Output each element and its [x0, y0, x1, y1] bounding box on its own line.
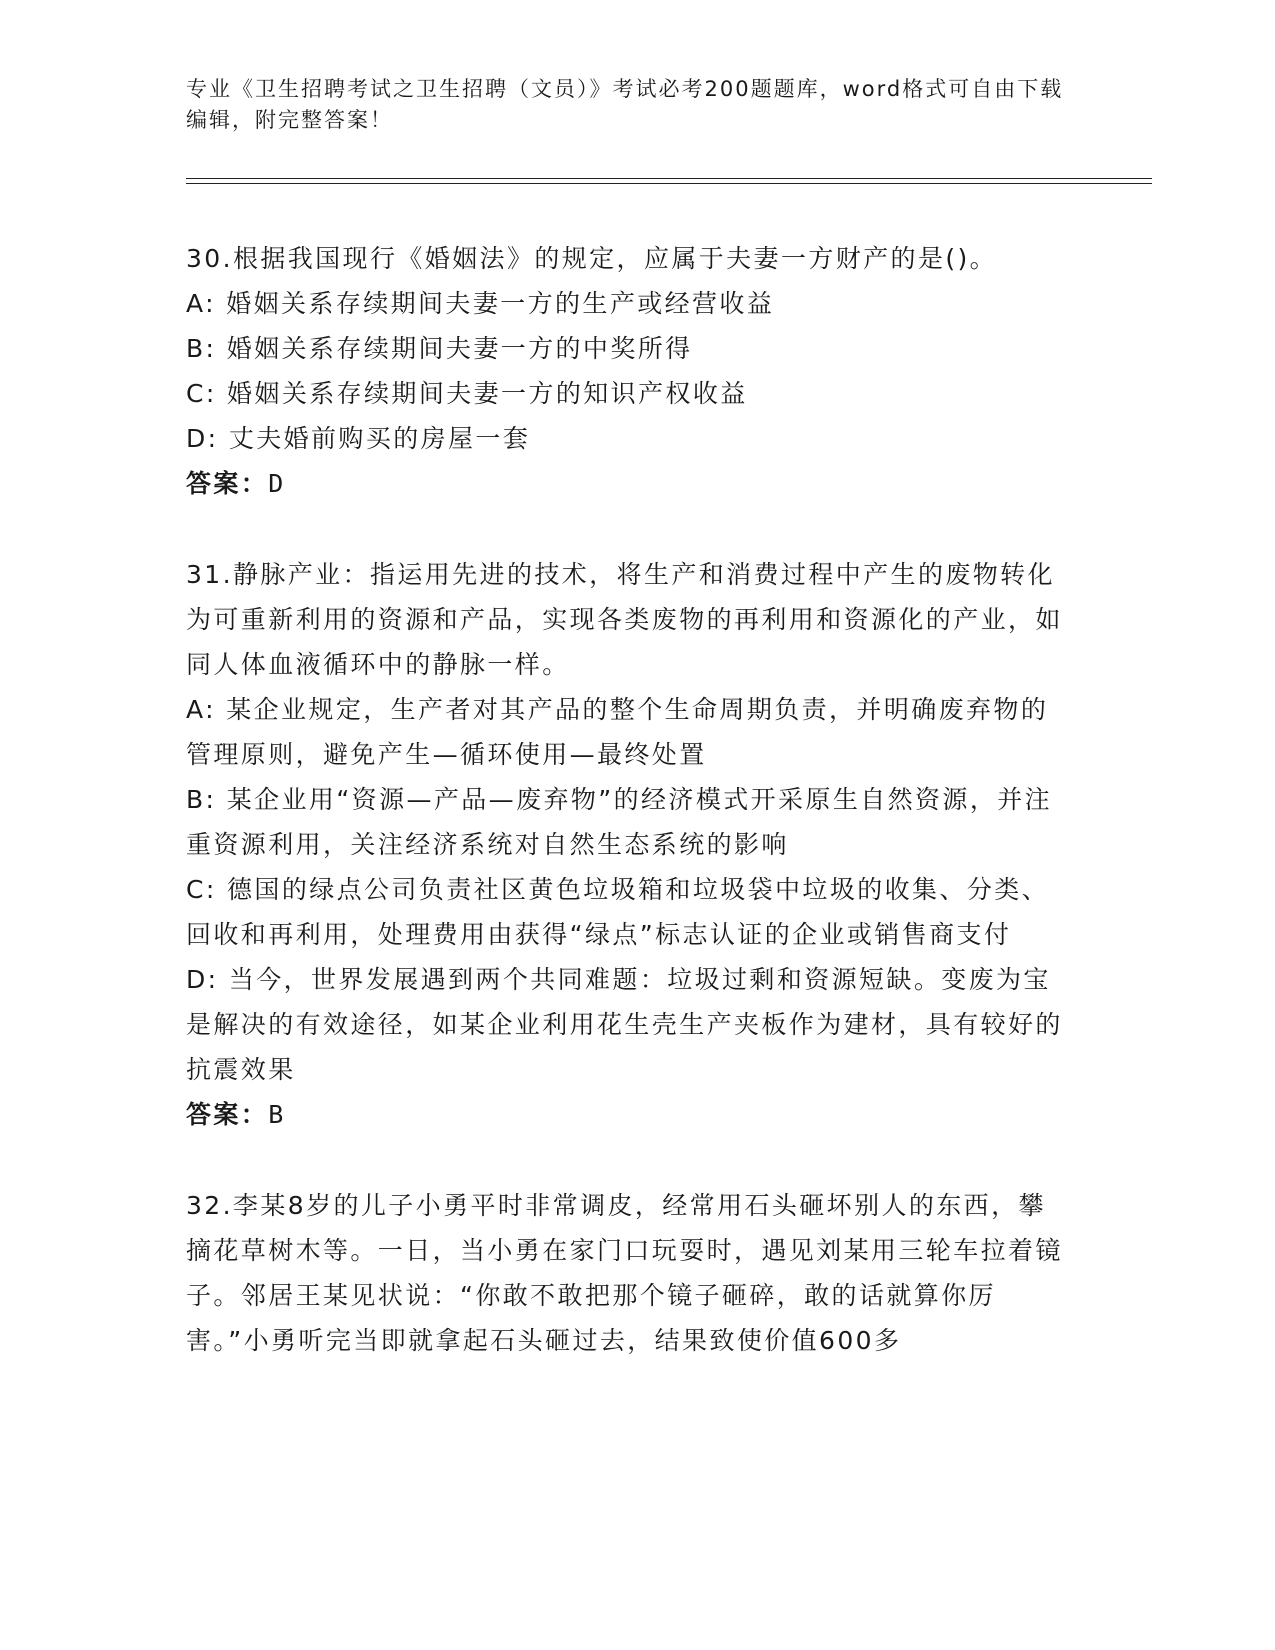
- option-b: B: 婚姻关系存续期间夫妻一方的中奖所得: [186, 334, 693, 363]
- option-c: C: 德国的绿点公司负责社区黄色垃圾箱和垃圾袋中垃圾的收集、分类、回收和再利用，处理费用由获得“绿点”标志认证的企业或销售商支付: [186, 875, 1050, 949]
- answer-line: [186, 1092, 1066, 1137]
- option-d: D: 丈夫婚前购买的房屋一套: [186, 424, 531, 453]
- option-d: D: 当今，世界发展遇到两个共同难题：垃圾过剩和资源短缺。变废为宝是解决的有效途径，如某企业利用花生壳生产夹板作为建材，具有较好的抗震效果: [186, 965, 1063, 1084]
- option-b: B: 某企业用“资源—产品—废弃物”的经济模式开采原生自然资源，并注重资源利用，关注经济系统对自然生态系统的影响: [186, 785, 1053, 859]
- answer-value: D: [268, 469, 286, 498]
- option-a: A: 某企业规定，生产者对其产品的整个生命周期负责，并明确废弃物的管理原则，避免产生—循环使用—最终处置: [186, 695, 1049, 769]
- question-stem: 31.静脉产业：指运用先进的技术，将生产和消费过程中产生的废物转化为可重新利用的资源和产品，实现各类废物的再利用和资源化的产业，如同人体血液循环中的静脉一样。: [186, 560, 1063, 679]
- option-a: A: 婚姻关系存续期间夫妻一方的生产或经营收益: [186, 289, 775, 318]
- document-header: 专业《卫生招聘考试之卫生招聘（文员）》考试必考200题题库，word格式可自由下载编辑，附完整答案！: [186, 77, 1064, 132]
- answer-label: 答案：: [186, 1100, 269, 1129]
- question-stem: 32.李某8岁的儿子小勇平时非常调皮，经常用石头砸坏别人的东西，攀摘花草树木等。一日，当小勇在家门口玩耍时，遇见刘某用三轮车拉着镜子。邻居王某见状说：“你敢不敢把那个镜子砸碎，敢的话就算你厉害。”小勇听完当即就拿起石头砸过去，结果致使价值600多: [186, 1191, 1063, 1355]
- question-stem: 30.根据我国现行《婚姻法》的规定，应属于夫妻一方财产的是()。: [186, 244, 998, 273]
- answer-label: 答案：: [186, 469, 269, 498]
- question-31: [186, 552, 1066, 1137]
- question-list: [186, 236, 1066, 1409]
- answer-line: [186, 461, 1066, 506]
- question-30: [186, 236, 1066, 506]
- header-divider-top: [186, 178, 1152, 179]
- header-divider-bottom: [186, 183, 1152, 184]
- question-32: [186, 1183, 1066, 1363]
- answer-value: B: [268, 1100, 286, 1129]
- option-c: C: 婚姻关系存续期间夫妻一方的知识产权收益: [186, 379, 748, 408]
